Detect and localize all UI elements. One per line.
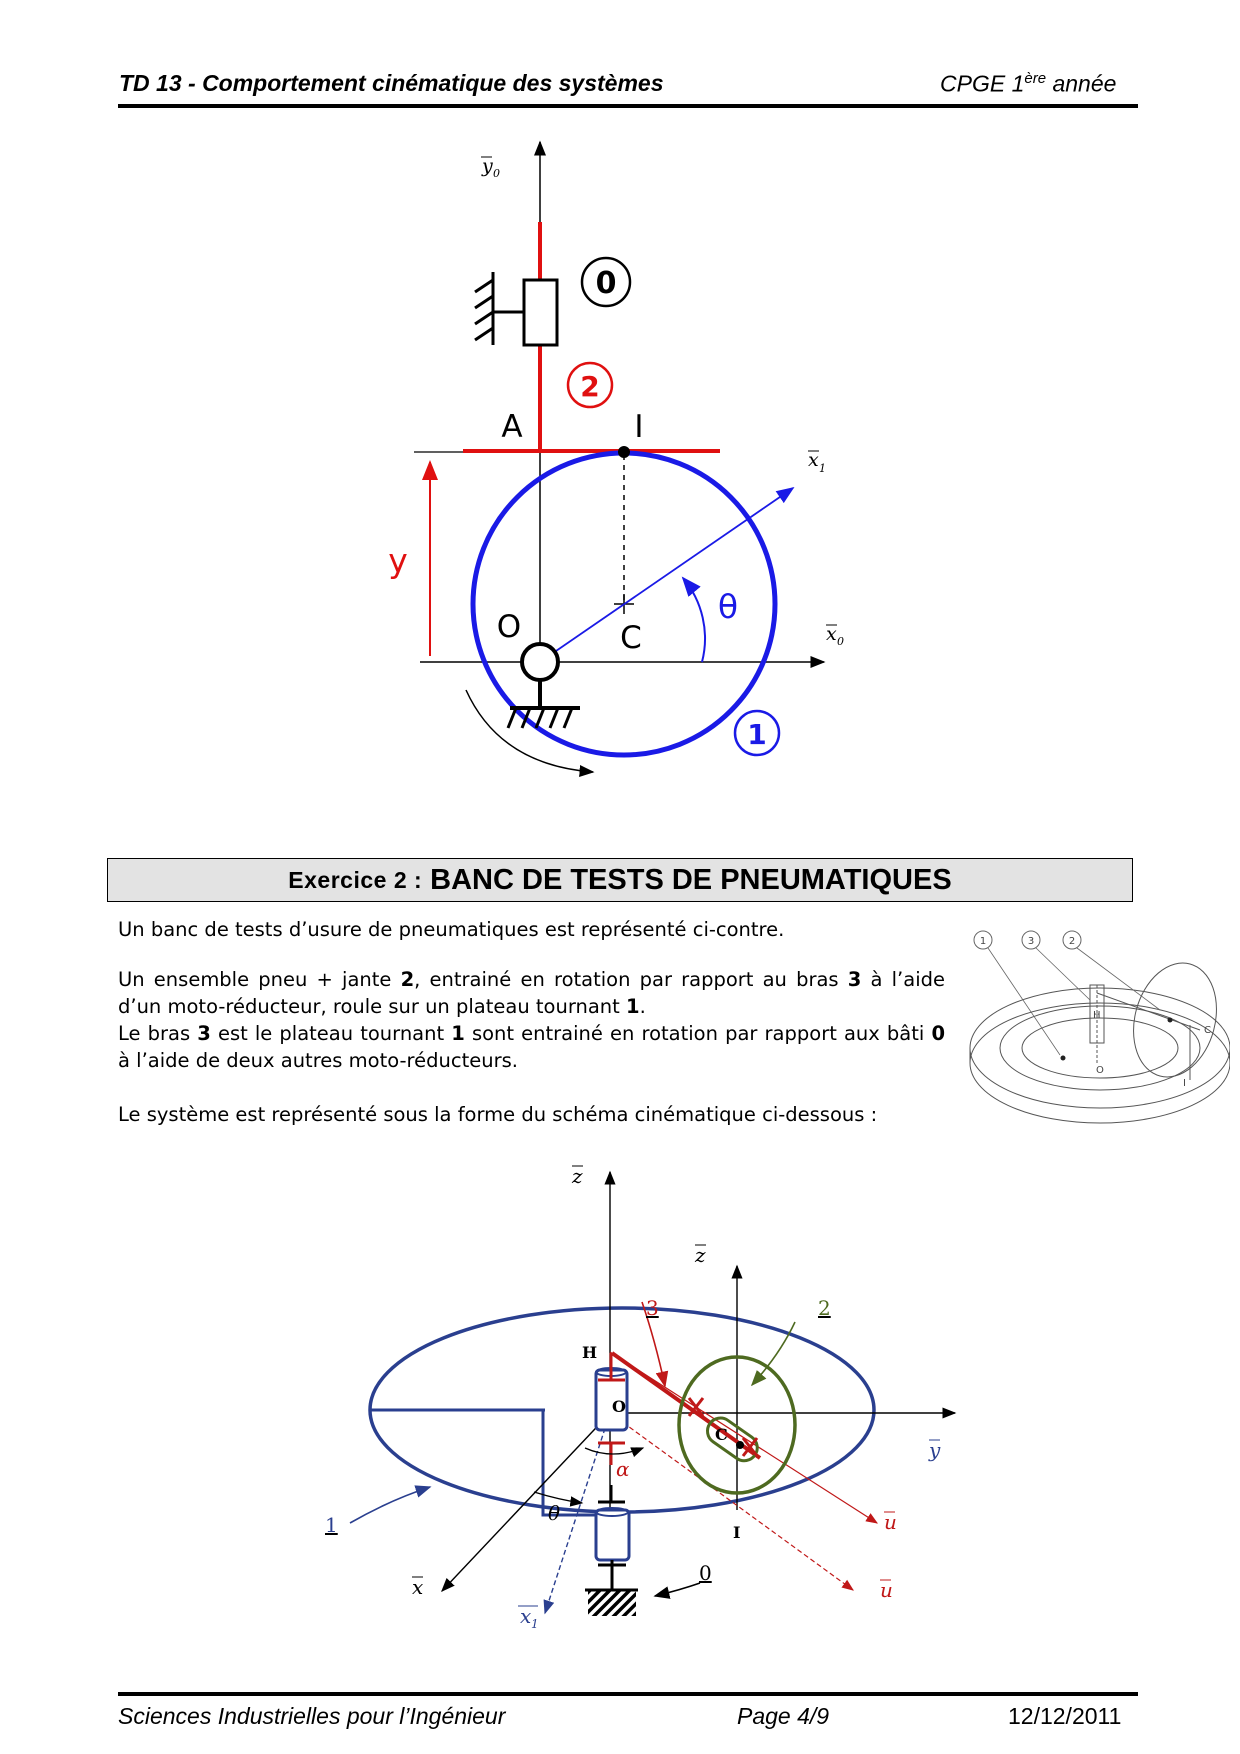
- label-y0: [481, 155, 500, 180]
- footer-date: 12/12/2011: [1008, 1703, 1122, 1729]
- svg-text:x: x: [808, 449, 819, 471]
- label-n1: 1: [325, 1513, 338, 1537]
- svg-text:x: x: [826, 623, 837, 645]
- svg-text:0: 0: [493, 167, 500, 180]
- label-O: O: [612, 1397, 626, 1416]
- label-O: O: [496, 609, 522, 645]
- label-u1: u: [884, 1510, 897, 1534]
- label-I: I: [634, 409, 644, 445]
- label-x1: [808, 449, 826, 475]
- footer-left: Sciences Industrielles pour l’Ingénieur: [118, 1703, 506, 1729]
- exercise-title: BANC DE TESTS DE PNEUMATIQUES: [430, 863, 952, 896]
- svg-text:1: 1: [819, 462, 826, 475]
- label-n3: 3: [646, 1296, 659, 1320]
- label-theta: θ: [717, 587, 739, 626]
- paragraph-1: Un banc de tests d’usure de pneumatiques est représenté ci-contre.: [118, 918, 785, 941]
- test-bench-3d-sketch: [960, 920, 1230, 1140]
- svg-text:O: O: [1096, 1065, 1104, 1076]
- solid-0-label: 0: [595, 266, 617, 301]
- label-theta: θ: [548, 1501, 561, 1525]
- label-C: C: [715, 1425, 728, 1444]
- rotation-arrow: [466, 690, 593, 772]
- label-I: I: [733, 1523, 741, 1542]
- exercise-title-box: [107, 858, 1133, 902]
- figure-2-kinematic-diagram: [320, 1160, 980, 1640]
- label-A: A: [501, 409, 523, 445]
- pivot-cylinder-bottom: [596, 1510, 629, 1560]
- label-y: y: [929, 1438, 941, 1462]
- label-n2: 2: [818, 1296, 831, 1320]
- pivot-O: [522, 644, 558, 680]
- theta-arc: [683, 578, 705, 662]
- label-n0: 0: [699, 1561, 712, 1585]
- svg-text:3: 3: [1027, 936, 1035, 947]
- figure-1-kinematic-diagram: [380, 130, 860, 790]
- alpha-arc: [585, 1448, 643, 1454]
- x1-axis: [540, 488, 793, 662]
- label-C: C: [620, 620, 642, 656]
- point-I-dot: [618, 446, 630, 458]
- svg-text:I: I: [1183, 1078, 1186, 1089]
- label-x1: x: [520, 1604, 532, 1628]
- x-axis: [442, 1413, 610, 1591]
- label-x: x: [412, 1575, 424, 1599]
- footer-page: Page 4/9: [737, 1703, 830, 1729]
- label-alpha: α: [616, 1457, 630, 1481]
- svg-text:0: 0: [837, 635, 844, 648]
- paragraph-3: Le bras 3 est le plateau tournant 1 sont entrainé en rotation par rapport aux bâti 0 à l’aide de deux autres moto-réducteurs.: [118, 1022, 946, 1072]
- label-u2: u: [880, 1578, 893, 1602]
- header-title: TD 13 - Comportement cinématique des systèmes: [119, 70, 664, 96]
- svg-text:y: y: [482, 155, 493, 177]
- solid-1-label: 1: [747, 718, 767, 751]
- label-z1: z: [572, 1164, 583, 1188]
- svg-text:1: 1: [531, 1617, 539, 1631]
- footer-rule: [118, 1692, 1138, 1696]
- svg-text:H: H: [1093, 1010, 1101, 1021]
- label-x0: [826, 623, 844, 648]
- paragraph-2: Un ensemble pneu + jante 2, entrainé en rotation par rapport au bras 3 à l’aide d’un moto-réducteur, roule sur un plateau tournant 1.: [118, 968, 945, 1018]
- svg-text:2: 2: [1068, 936, 1076, 947]
- svg-text:1: 1: [979, 936, 987, 947]
- exercise-label: Exercice 2 :: [288, 866, 423, 893]
- paragraph-4: Le système est représenté sous la forme du schéma cinématique ci-dessous :: [118, 1103, 878, 1126]
- ground-0: [588, 1590, 636, 1616]
- header-class: CPGE 1ère année: [940, 70, 1117, 97]
- label-z2: z: [695, 1243, 706, 1267]
- solid-2-label: 2: [580, 370, 600, 403]
- slider-body: [524, 280, 557, 345]
- label-y-dim: y: [388, 541, 408, 580]
- label-H: H: [582, 1343, 598, 1362]
- header-rule: [118, 104, 1138, 108]
- svg-text:C: C: [1204, 1025, 1211, 1036]
